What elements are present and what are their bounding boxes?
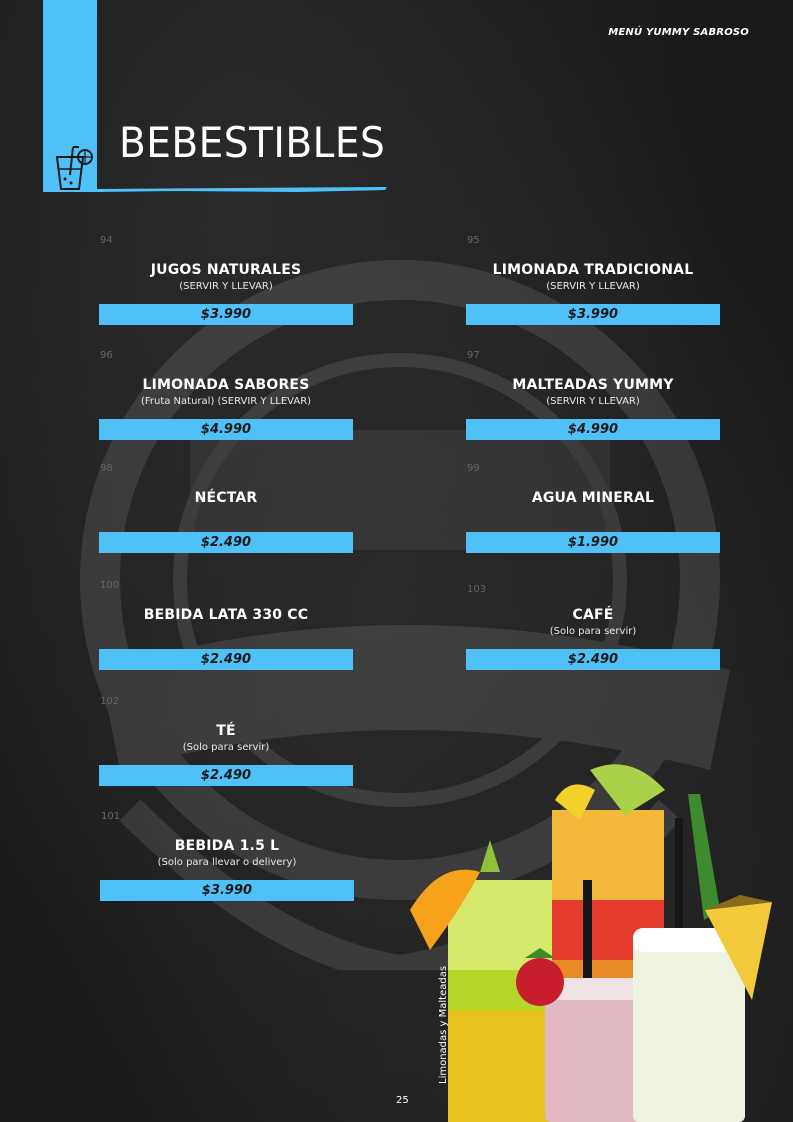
item-name: LIMONADA SABORES <box>142 377 310 393</box>
item-number: 102 <box>100 696 120 707</box>
item-number: 96 <box>100 350 113 361</box>
item-name: BEBIDA 1.5 L <box>174 838 280 854</box>
item-price: $3.990 <box>466 304 720 325</box>
item-number: 98 <box>100 463 113 474</box>
item-price: $4.990 <box>466 419 720 440</box>
item-price: $2.490 <box>99 649 353 670</box>
item-note: (Solo para servir) <box>182 742 270 753</box>
item-name: JUGOS NATURALES <box>150 262 302 278</box>
item-name: MALTEADAS YUMMY <box>512 377 674 393</box>
title-brush-underline <box>97 186 387 194</box>
item-price: $4.990 <box>99 419 353 440</box>
item-number: 94 <box>100 235 113 246</box>
menu-header-title: MENÚ YUMMY SABROSO <box>608 27 749 38</box>
item-note: (SERVIR Y LLEVAR) <box>179 281 273 292</box>
item-number: 95 <box>467 235 480 246</box>
item-price: $2.490 <box>466 649 720 670</box>
item-name: BEBIDA LATA 330 CC <box>143 607 309 623</box>
item-price: $3.990 <box>100 880 354 901</box>
item-name: TÉ <box>216 723 236 739</box>
item-note: (Solo para llevar o delivery) <box>157 857 297 868</box>
item-price: $3.990 <box>99 304 353 325</box>
item-note: (Solo para servir) <box>549 626 637 637</box>
drinks-photo <box>400 760 793 1122</box>
item-number: 97 <box>467 350 480 361</box>
item-note: (Fruta Natural) (SERVIR Y LLEVAR) <box>140 396 312 407</box>
item-note: (SERVIR Y LLEVAR) <box>546 281 640 292</box>
page-number: 25 <box>396 1095 409 1106</box>
drink-glass-icon <box>53 145 95 193</box>
item-name: NÉCTAR <box>194 490 258 506</box>
item-name: CAFÉ <box>572 607 614 623</box>
item-price: $1.990 <box>466 532 720 553</box>
item-number: 100 <box>100 580 120 591</box>
photo-caption: Limonadas y Malteadas <box>438 965 449 1084</box>
item-note: (SERVIR Y LLEVAR) <box>546 396 640 407</box>
item-number: 103 <box>467 584 487 595</box>
item-number: 99 <box>467 463 480 474</box>
item-price: $2.490 <box>99 765 353 786</box>
section-title: BEBESTIBLES <box>119 118 386 167</box>
item-name: LIMONADA TRADICIONAL <box>492 262 694 278</box>
item-price: $2.490 <box>99 532 353 553</box>
item-name: AGUA MINERAL <box>531 490 655 506</box>
item-number: 101 <box>101 811 121 822</box>
